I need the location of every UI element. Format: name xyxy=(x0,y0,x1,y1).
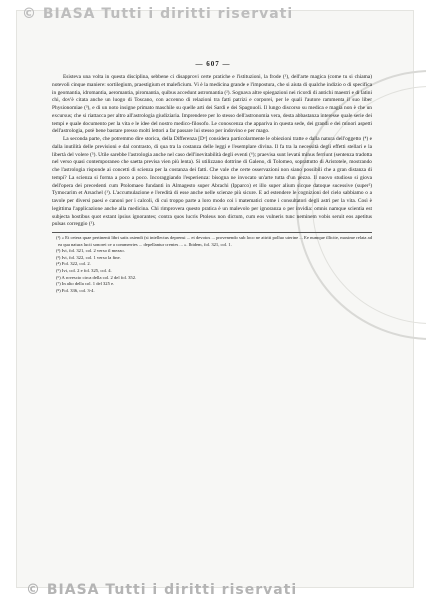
page-number: — 607 — xyxy=(195,60,231,68)
footnote-2: (²) Ivi, fol. 321, col. 2 verso il mezzo. xyxy=(56,248,125,254)
footnote-3: (³) Ivi, fol. 322, col. 1 verso la fine. xyxy=(56,254,121,260)
footnote-divider xyxy=(52,232,372,233)
watermark-bottom: © BIASA Tutti i diritti riservati xyxy=(26,582,298,598)
page-body xyxy=(52,62,372,294)
footnote-8: (⁸) Fol. 336, col. 3-4. xyxy=(56,287,95,293)
footnote-1: (¹) « Et cetera quae pertinenti libri satis ostendi (si intellectus deprensi ... et devotos ... provenendo sub loco ne attriti polluo uterine ... Ee numque illicite, maxime relata ad ea qua natura lucii sonorei ce a commerrtes ... depellantur crentes ... ». Ibidem, fol. 321, col. 1. xyxy=(56,235,372,247)
paragraph-1: Esisteva una volta in questa disciplina, sebbene ci disapprovi certe pratiche e l'istituzioni, la frode (¹), dell'arte magica (come tu si chiama) notevoli cinque maniere: sortilegium, praestigium et maleficium. Vi è la medicina grande e l'impostura, che si aiuta di qualche indizio o di specifica in geomantia, idromantia, aeromantia, piromantia, quibus accedunt astromantia (²). Sognava altre spiegazioni nei ricordi di antichi maestri e di latini chi, dov'è citata anche un luogo di Toscano, con accenno di relazioni tra fatti patrizi e corporei, per le quali l'autore rammenta il suo liber Physionomiae (³), e di un noto insigne primato maschile su quelle arti dei Sardi e dei Spagnuoli. Il lungo discorso su medica e magia non è che un excursus; che si riattacca per altro all'astrologia giudiziaria. Imprendere per lo stesso dell'astronomia vera, desta abbastanza interesse quale serie dei tempi e quale documento per la vita e le idee del nostro medico-filosofo. Le conoscenza che appariva in questa sede, dei grandi e dei minori aspetti dell'astrologia, potè bene bastare presso molti lettori a far passare lui stesso per indovino e per mago. xyxy=(52,74,372,135)
footnote-6: (⁶) A rovescio circa della col. 2 del fol. 352. xyxy=(56,274,137,280)
paragraph-2: La seconda parte, che potremmo dire storica, della Differenza [Dᵒ] considera particolarmente le obiezioni tratte e dalla natura dell'oggetto (⁴) e dalla inutilità delle previsioni e dal contrasto, di qua tra la costanza delle leggi e l'esemplare divina. Il fa tra la necessità degli effetti stellari e la libertà del volere (⁵). Utile sarebbe l'astrologia anche nel caso dell'inevitabilità degli eventi (⁶); praevisa sunt levatú minus ferriunt (sentenza tradotta nel verso quasi contemporaneo che saetta previsa vien più lenta). Si utilizzano dottrine di Galeno, di Tolomeo, soprattutto di Aristotele, mostrando che l'astrologia risponde ai concetti di scienza per la costanza dei fatti. Che vale che certe osservazioni non siano possibili che a gran distanza di tempi? La scienza si forma a poco a poco. Incoraggiando l'esperienza: bisogna ne invocato un'arte tutta d'un pezzo. Il nuovo studioso si giova dell'opera dei precedenti cum Ptolomaeo fundanti in Almagesto super Abrachi (Ipparco) et illo super alium sicque datoque sucessive (super²) Tymocarim et Arsachel (¹). L'accumulazione e l'eredità di esse anche nelle scienze più sicure. E ad estendere le cognizioni del cielo sabbiamo o a tavole per diversi paesi e canoni per i calcoli, di cui troppo parte a loro modo coi i matematici come i consultatori degli astri per la vita. Così è legittima l'applicazione anche alla medicina. Chi rimprovera questo pratica è un malevolo per ignoranza o per invidia: omnis namque scientia est subjecta hostibus quot extant ipsius ignorantes; contra quos lucris Ptoleus non dictum, cum eos vulneris tunc neminem vobis seruit eos apetitus pulsas correggio (¹). xyxy=(52,136,372,228)
footnote-4: (⁴) Fol. 322, col. 2. xyxy=(56,261,91,267)
footnote-7: (⁷) In alto della col. 1 del 325 e. xyxy=(56,281,115,287)
watermark-top: © BIASA Tutti i diritti riservati xyxy=(22,6,294,22)
footnote-5: (⁵) Ivi, col. 2 e fol. 325, col. 4. xyxy=(56,267,112,273)
footnotes xyxy=(52,235,372,294)
